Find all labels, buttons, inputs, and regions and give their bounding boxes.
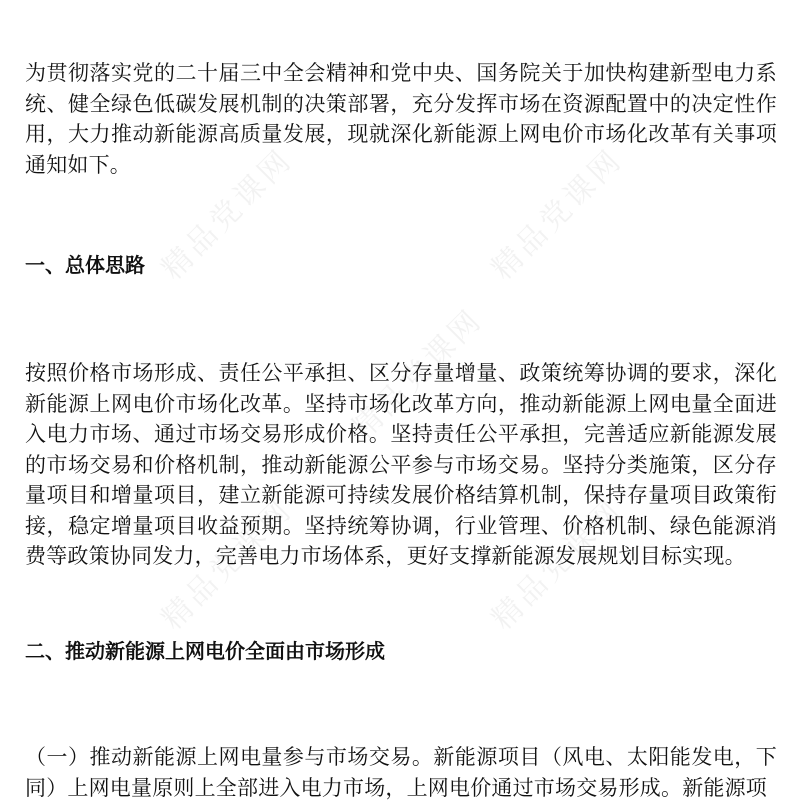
intro-paragraph: 为贯彻落实党的二十届三中全会精神和党中央、国务院关于加快构建新型电力系统、健全绿色低碳发展机制的决策部署，充分发挥市场在资源配置中的决定性作用，大力推动新能源高质量发展，现就深化新能源上网电价市场化改革有关事项通知如下。 — [25, 61, 777, 177]
watermark: 精品党课网 — [484, 491, 630, 637]
section-body-market-pricing: （一）推动新能源上网电量参与市场交易。新能源项目（风电、太阳能发电，下同）上网电量原则上全部进入电力市场，上网电价通过市场交易形成。新能源项 — [25, 745, 777, 800]
watermark: 精品党课网 — [154, 141, 300, 287]
section-heading-market-pricing: 二、推动新能源上网电价全面由市场形成 — [25, 639, 385, 663]
watermark: 精品党课网 — [154, 491, 300, 637]
section-heading-overall-approach: 一、总体思路 — [25, 253, 145, 277]
section-body-overall-approach: 按照价格市场形成、责任公平承担、区分存量增量、政策统筹协调的要求，深化新能源上网电价市场化改革。坚持市场化改革方向，推动新能源上网电量全面进入电力市场、通过市场交易形成价格。坚持责任公平承担，完善适应新能源发展的市场交易和价格机制，推动新能源公平参与市场交易。坚持分类施策，区分存量项目和增量项目，建立新能源可持续发展价格结算机制，保持存量项目政策衔接，稳定增量项目收益预期。坚持统筹协调，行业管理、价格机制、绿色能源消费等政策协同发力，完善电力市场体系，更好支撑新能源发展规划目标实现。 — [25, 361, 777, 568]
watermark: 精品党课网 — [344, 301, 490, 447]
watermark: 精品党课网 — [484, 141, 630, 287]
